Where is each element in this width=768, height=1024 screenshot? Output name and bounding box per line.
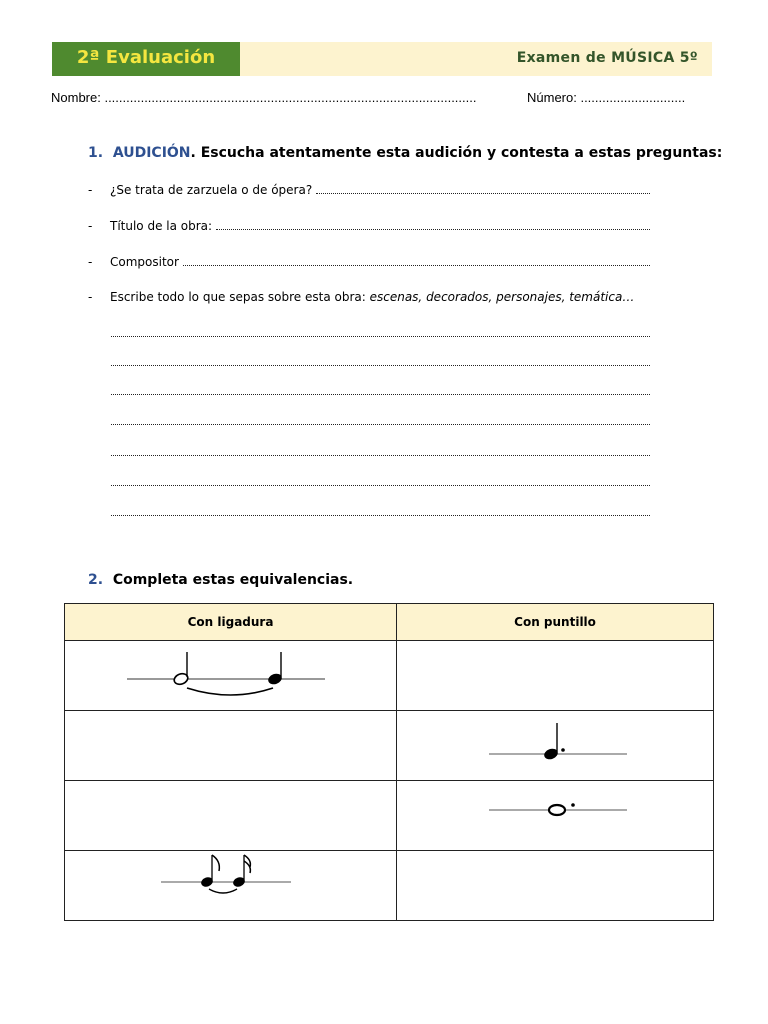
evaluation-badge: 2ª Evaluación: [52, 42, 240, 76]
question-item: [88, 183, 650, 197]
answer-line[interactable]: [316, 184, 650, 194]
item-dash: -: [88, 290, 93, 304]
number-field[interactable]: Número: .............................: [527, 90, 686, 105]
cell-ligadura-3[interactable]: [65, 781, 397, 851]
tied-half-quarter-notes: [127, 646, 327, 706]
dotted-quarter-note: [489, 719, 629, 769]
item-dash: -: [88, 255, 93, 269]
cell-ligadura-4: [65, 851, 397, 921]
cell-puntillo-1[interactable]: [397, 641, 714, 711]
table-row: [65, 711, 714, 781]
header-con-puntillo: Con puntillo: [397, 604, 714, 641]
tied-eighth-sixteenth-notes: [161, 851, 301, 901]
question-number: 2.: [88, 572, 104, 588]
item-text: Compositor: [110, 255, 179, 269]
item-text: ¿Se trata de zarzuela o de ópera?: [110, 183, 313, 197]
item-text-italic: escenas, decorados, personajes, temática…: [369, 290, 635, 304]
item-dash: -: [88, 183, 93, 197]
question-title: Completa estas equivalencias.: [112, 572, 354, 588]
writing-line[interactable]: [111, 424, 650, 425]
item-text-plain: Escribe todo lo que sepas sobre esta obra:: [110, 290, 370, 304]
item-dash: -: [88, 219, 93, 233]
dotted-whole-note: [489, 789, 629, 829]
writing-line[interactable]: [111, 485, 650, 486]
writing-line[interactable]: [111, 515, 650, 516]
question-item: [88, 255, 650, 269]
writing-line[interactable]: [111, 394, 650, 395]
name-field[interactable]: Nombre: .......................................................................................................: [51, 90, 477, 105]
header-con-ligadura: Con ligadura: [65, 604, 397, 641]
cell-ligadura-1: [65, 641, 397, 711]
table-header-row: [65, 604, 714, 641]
table-row: [65, 851, 714, 921]
cell-puntillo-2: [397, 711, 714, 781]
cell-puntillo-4[interactable]: [397, 851, 714, 921]
answer-line[interactable]: [216, 220, 650, 230]
question-instruction: . Escucha atentamente esta audición y contesta a estas preguntas:: [190, 145, 723, 161]
exam-title: Examen de MÚSICA 5º: [516, 50, 698, 66]
writing-line[interactable]: [111, 365, 650, 366]
item-text: Título de la obra:: [110, 219, 213, 233]
answer-line[interactable]: [183, 256, 650, 266]
question-keyword: AUDICIÓN: [112, 145, 191, 161]
equivalences-table: [64, 603, 714, 921]
writing-line[interactable]: [111, 455, 650, 456]
cell-ligadura-2[interactable]: [65, 711, 397, 781]
question-2-heading: [88, 572, 353, 588]
question-1-heading: [88, 145, 722, 161]
question-item: [88, 290, 650, 304]
cell-puntillo-3: [397, 781, 714, 851]
writing-line[interactable]: [111, 336, 650, 337]
question-number: 1.: [88, 145, 104, 161]
table-row: [65, 781, 714, 851]
table-row: [65, 641, 714, 711]
item-text: [110, 290, 634, 304]
question-item: [88, 219, 650, 233]
